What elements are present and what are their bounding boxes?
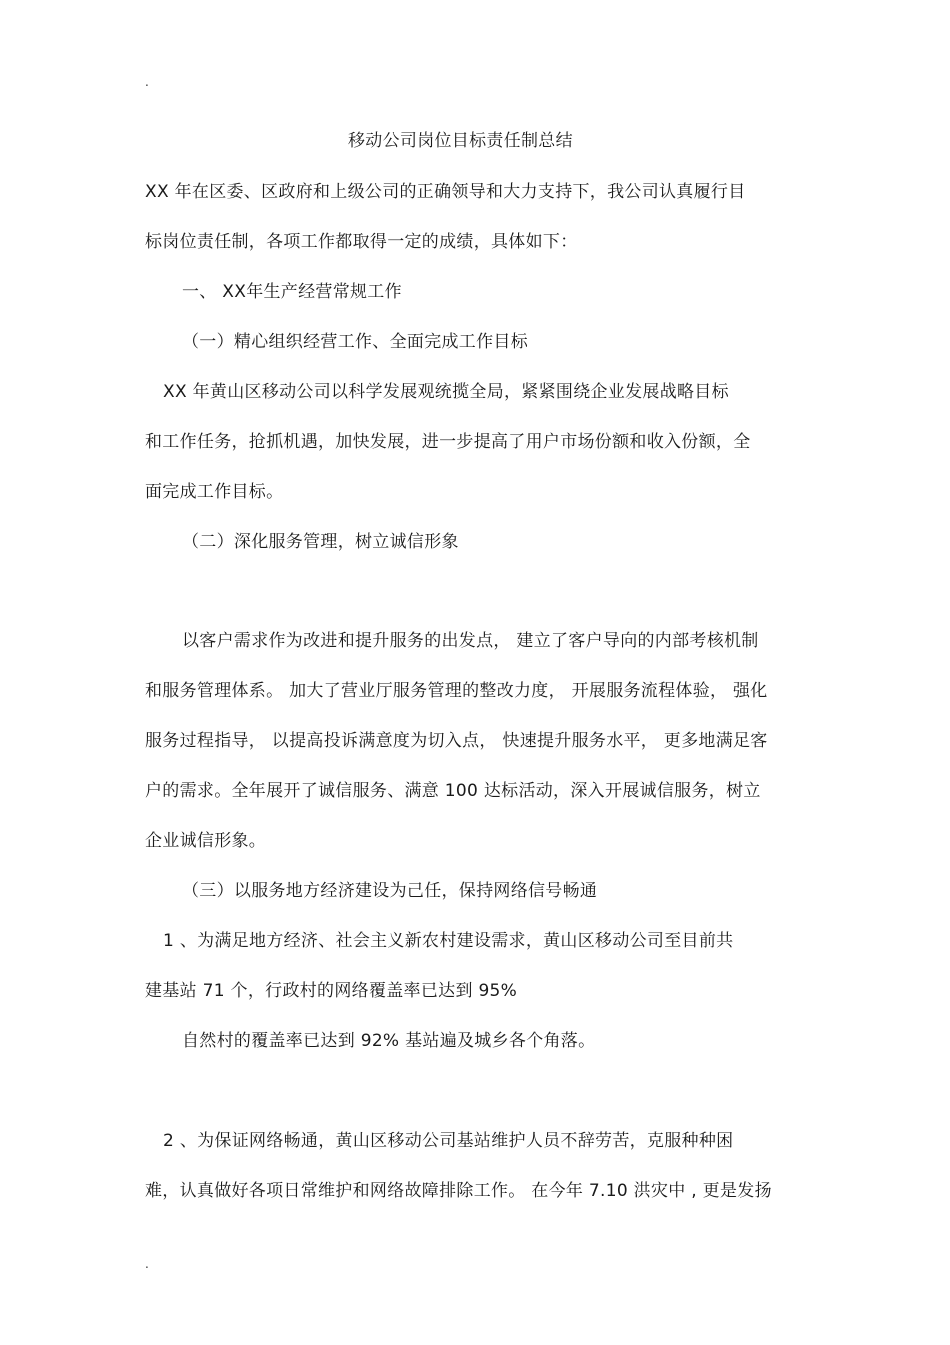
paragraph-line: XX 年黄山区移动公司以科学发展观统揽全局，紧紧围绕企业发展战略目标 [163,382,729,402]
subsection-heading: （二）深化服务管理，树立诚信形象 [182,532,459,552]
paragraph-line: 标岗位责任制，各项工作都取得一定的成绩，具体如下： [145,232,578,252]
paragraph-line: 和服务管理体系。 加大了营业厅服务管理的整改力度， 开展服务流程体验， 强化 [145,681,768,701]
page-top-mark: . [145,75,149,89]
paragraph-line: 难，认真做好各项日常维护和网络故障排除工作。 在今年 7.10 洪灾中 , 更是发扬 [145,1181,772,1201]
paragraph-line: 1 、为满足地方经济、社会主义新农村建设需求，黄山区移动公司至目前共 [163,931,734,951]
subsection-heading: （三）以服务地方经济建设为己任，保持网络信号畅通 [182,881,598,901]
page-bottom-mark: . [145,1257,149,1271]
paragraph-line: 企业诚信形象。 [145,831,267,851]
paragraph-line: 和工作任务，抢抓机遇，加快发展，进一步提高了用户市场份额和收入份额，全 [145,432,751,452]
paragraph-line: 服务过程指导， 以提高投诉满意度为切入点， 快速提升服务水平， 更多地满足客 [145,731,768,751]
paragraph-line: 以客户需求作为改进和提升服务的出发点， 建立了客户导向的内部考核机制 [182,631,759,651]
section-heading: 一、 XX年生产经营常规工作 [182,282,402,302]
document-title: 移动公司岗位目标责任制总结 [348,131,573,151]
subsection-heading: （一）精心组织经营工作、全面完成工作目标 [182,332,528,352]
paragraph-line: XX 年在区委、区政府和上级公司的正确领导和大力支持下，我公司认真履行目 [145,182,746,202]
paragraph-line: 户的需求。全年展开了诚信服务、满意 100 达标活动，深入开展诚信服务，树立 [145,781,761,801]
paragraph-line: 建基站 71 个，行政村的网络覆盖率已达到 95% [145,981,518,1001]
paragraph-line: 2 、为保证网络畅通，黄山区移动公司基站维护人员不辞劳苦，克服种种困 [163,1131,734,1151]
paragraph-line: 面完成工作目标。 [145,482,284,502]
paragraph-line: 自然村的覆盖率已达到 92% 基站遍及城乡各个角落。 [182,1031,596,1051]
